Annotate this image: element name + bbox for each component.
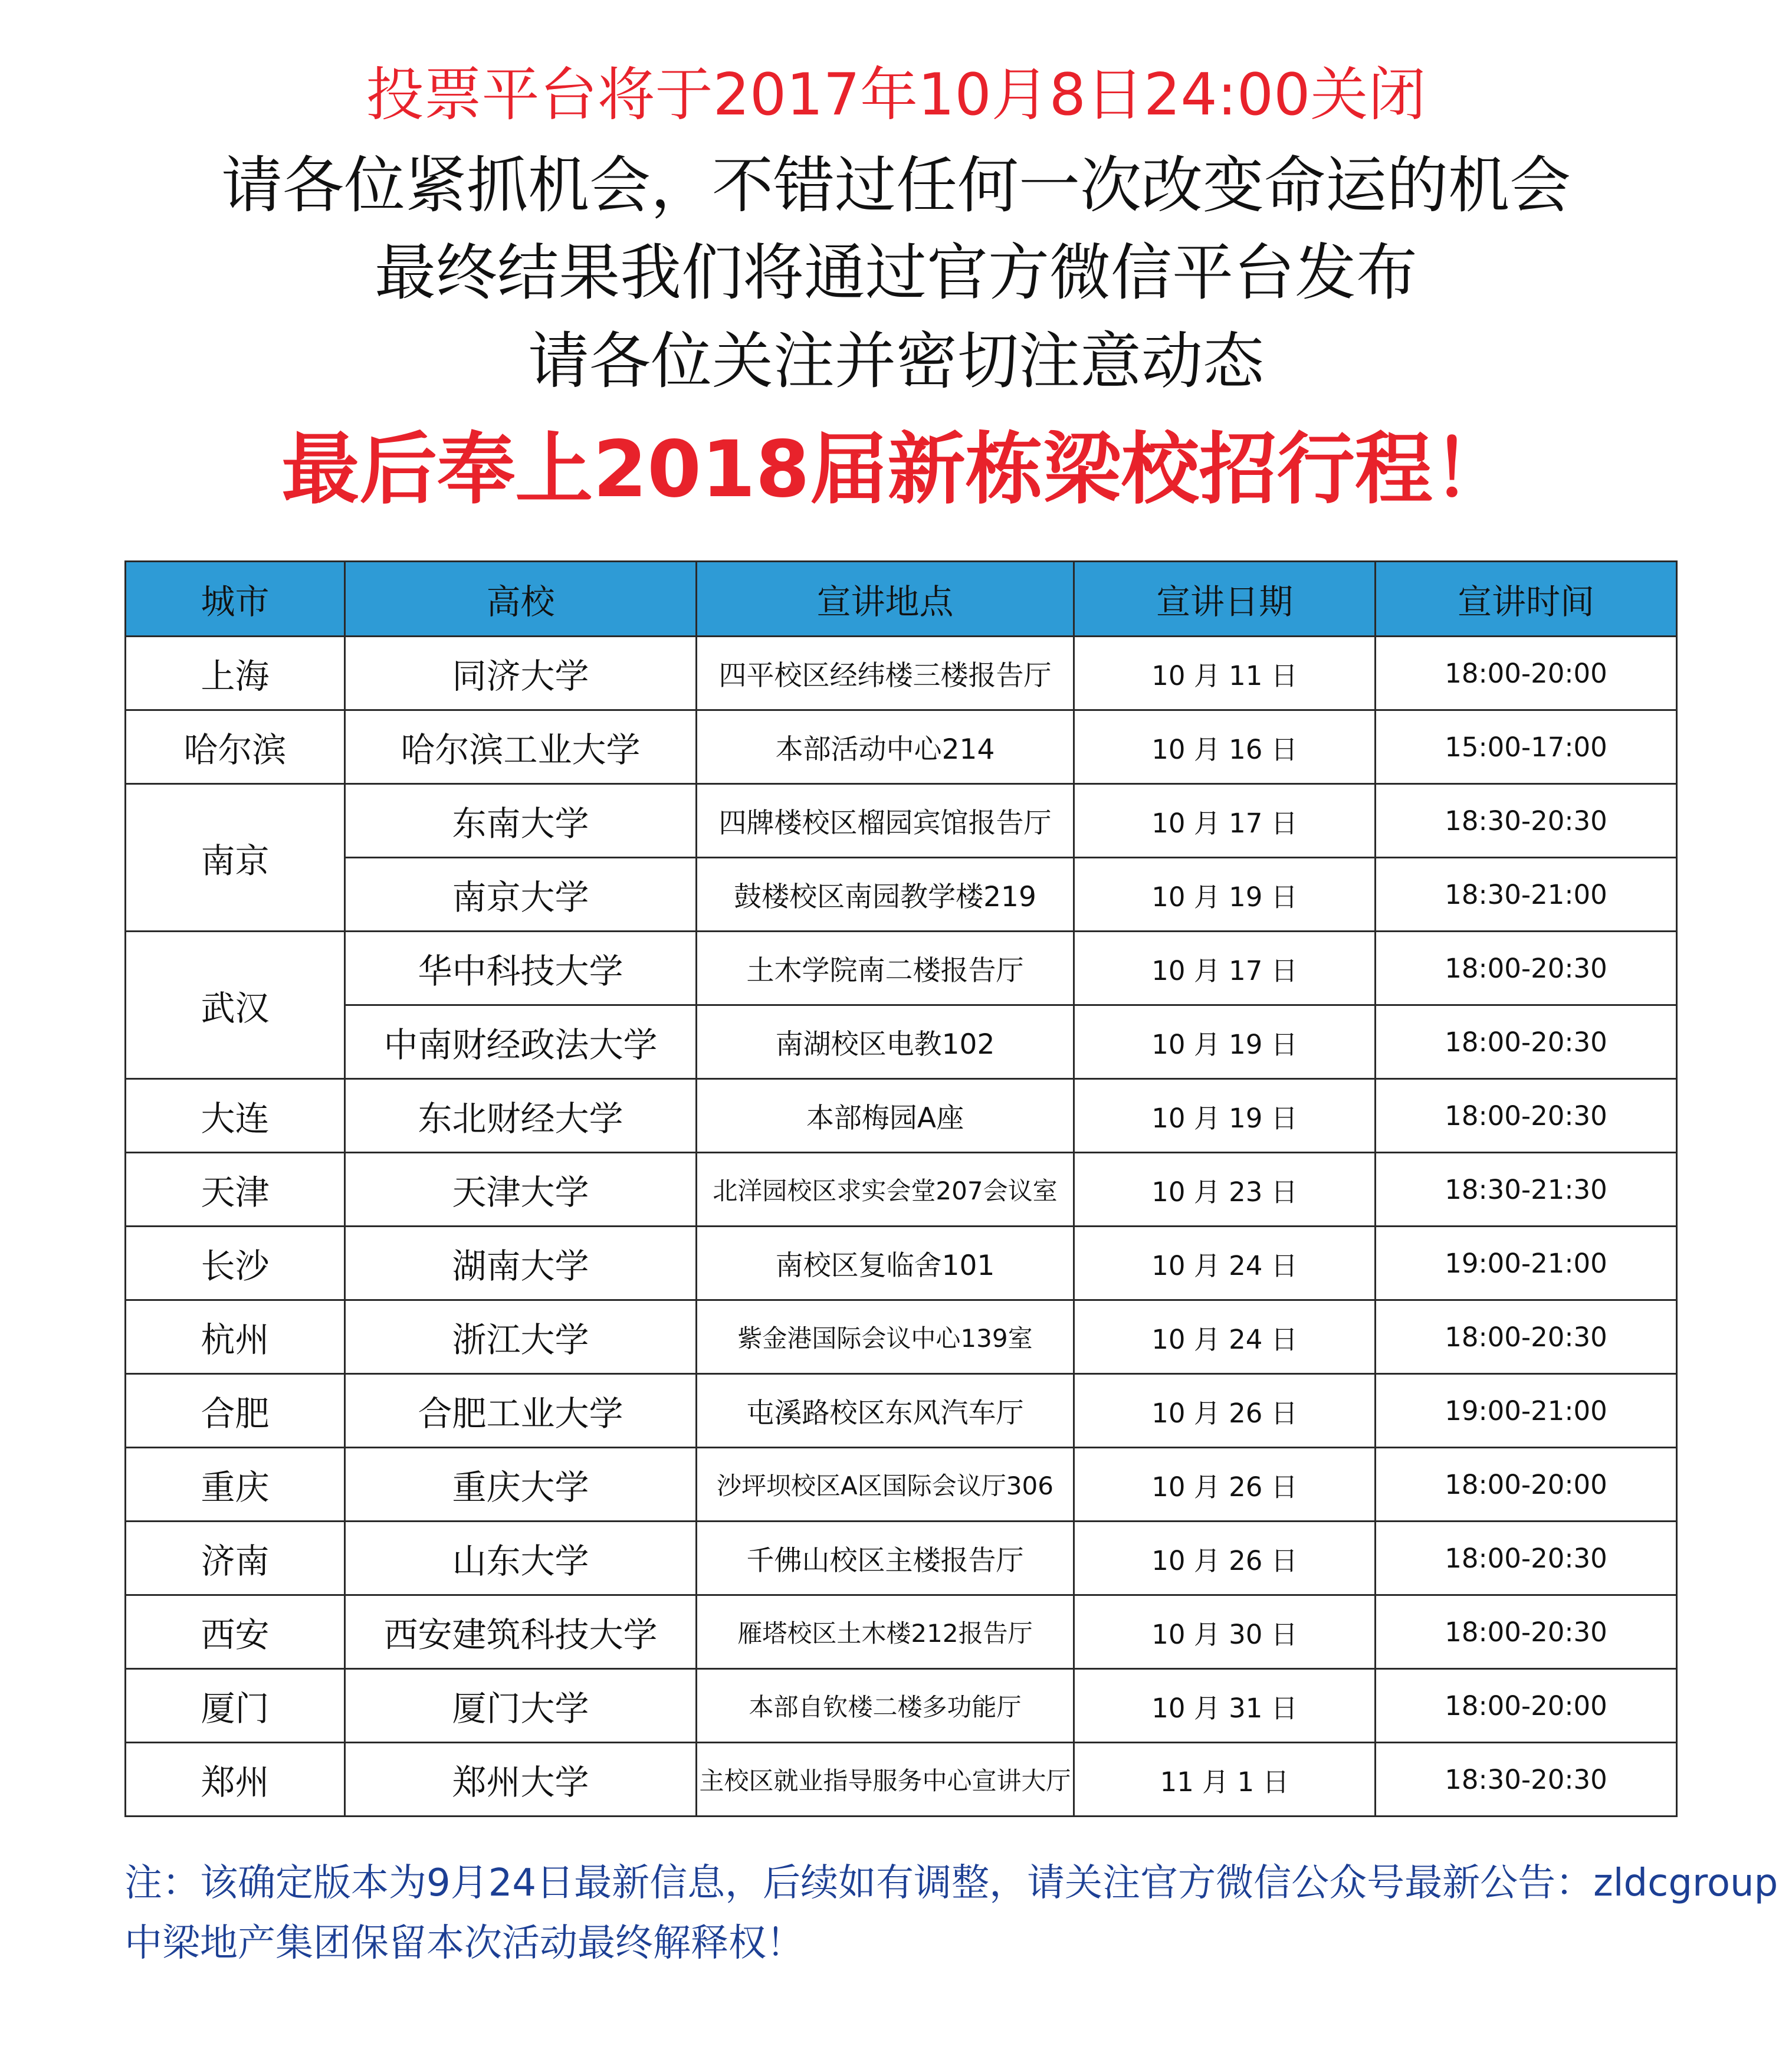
- campus-recruitment-table: [124, 560, 1678, 1817]
- table-row: [126, 710, 1677, 784]
- time-cell: 18:30-20:30: [1376, 1743, 1677, 1817]
- time-cell: 18:00-20:30: [1376, 1005, 1677, 1079]
- table-row: [126, 1522, 1677, 1595]
- table-row: [126, 1743, 1677, 1817]
- date-cell: 10 月 31 日: [1074, 1669, 1376, 1743]
- date-cell: 10 月 24 日: [1074, 1300, 1376, 1374]
- table-row: [126, 784, 1677, 858]
- city-cell: 武汉: [126, 932, 345, 1079]
- venue-cell: 四平校区经纬楼三楼报告厅: [697, 637, 1074, 710]
- venue-cell: 鼓楼校区南园教学楼219: [697, 858, 1074, 932]
- date-cell: 10 月 19 日: [1074, 858, 1376, 932]
- date-cell: 10 月 17 日: [1074, 784, 1376, 858]
- date-cell: 10 月 24 日: [1074, 1227, 1376, 1300]
- venue-cell: 南湖校区电教102: [697, 1005, 1074, 1079]
- venue-cell: 北洋园校区求实会堂207会议室: [697, 1153, 1074, 1227]
- table-row: [126, 1669, 1677, 1743]
- venue-cell: 千佛山校区主楼报告厅: [697, 1522, 1074, 1595]
- school-cell: 山东大学: [345, 1522, 697, 1595]
- table-row: [126, 1448, 1677, 1522]
- time-cell: 18:30-21:30: [1376, 1153, 1677, 1227]
- date-cell: 10 月 26 日: [1074, 1522, 1376, 1595]
- time-cell: 19:00-21:00: [1376, 1227, 1677, 1300]
- school-cell: 中南财经政法大学: [345, 1005, 697, 1079]
- city-cell: 济南: [126, 1522, 345, 1595]
- date-cell: 11 月 1 日: [1074, 1743, 1376, 1817]
- city-cell: 上海: [126, 637, 345, 710]
- time-cell: 18:00-20:30: [1376, 1522, 1677, 1595]
- city-cell: 天津: [126, 1153, 345, 1227]
- table-row: [126, 1005, 1677, 1079]
- school-cell: 厦门大学: [345, 1669, 697, 1743]
- venue-cell: 南校区复临舍101: [697, 1227, 1074, 1300]
- voting-close-notice: 投票平台将于2017年10月8日24:00关闭: [366, 61, 1426, 129]
- schedule-title: 最后奉上2018届新栋梁校招行程！: [281, 424, 1511, 515]
- table-row: [126, 932, 1677, 1005]
- header-city: 城市: [126, 562, 345, 637]
- result-release-message: 最终结果我们将通过官方微信平台发布: [374, 237, 1417, 309]
- venue-cell: 主校区就业指导服务中心宣讲大厅: [697, 1743, 1074, 1817]
- time-cell: 18:00-20:30: [1376, 932, 1677, 1005]
- time-cell: 19:00-21:00: [1376, 1374, 1677, 1448]
- table-row: [126, 1227, 1677, 1300]
- city-cell: 长沙: [126, 1227, 345, 1300]
- school-cell: 天津大学: [345, 1153, 697, 1227]
- city-cell: 哈尔滨: [126, 710, 345, 784]
- date-cell: 10 月 30 日: [1074, 1595, 1376, 1669]
- date-cell: 10 月 26 日: [1074, 1448, 1376, 1522]
- school-cell: 华中科技大学: [345, 932, 697, 1005]
- header-school: 高校: [345, 562, 697, 637]
- venue-cell: 四牌楼校区榴园宾馆报告厅: [697, 784, 1074, 858]
- date-cell: 10 月 26 日: [1074, 1374, 1376, 1448]
- date-cell: 10 月 19 日: [1074, 1079, 1376, 1153]
- opportunity-message: 请各位紧抓机会，不错过任何一次改变命运的机会: [221, 149, 1571, 221]
- venue-cell: 屯溪路校区东风汽车厅: [697, 1374, 1074, 1448]
- city-cell: 重庆: [126, 1448, 345, 1522]
- school-cell: 哈尔滨工业大学: [345, 710, 697, 784]
- time-cell: 18:00-20:30: [1376, 1595, 1677, 1669]
- date-cell: 10 月 17 日: [1074, 932, 1376, 1005]
- school-cell: 重庆大学: [345, 1448, 697, 1522]
- time-cell: 18:00-20:30: [1376, 1079, 1677, 1153]
- date-cell: 10 月 11 日: [1074, 637, 1376, 710]
- city-cell: 杭州: [126, 1300, 345, 1374]
- school-cell: 南京大学: [345, 858, 697, 932]
- venue-cell: 本部梅园A座: [697, 1079, 1074, 1153]
- interpretation-rights-notice: 中梁地产集团保留本次活动最终解释权！: [124, 1922, 804, 1965]
- school-cell: 湖南大学: [345, 1227, 697, 1300]
- city-cell: 合肥: [126, 1374, 345, 1448]
- school-cell: 郑州大学: [345, 1743, 697, 1817]
- header-time: 宣讲时间: [1376, 562, 1677, 637]
- time-cell: 18:00-20:00: [1376, 1669, 1677, 1743]
- venue-cell: 紫金港国际会议中心139室: [697, 1300, 1074, 1374]
- date-cell: 10 月 19 日: [1074, 1005, 1376, 1079]
- date-cell: 10 月 16 日: [1074, 710, 1376, 784]
- header-date: 宣讲日期: [1074, 562, 1376, 637]
- time-cell: 18:30-21:00: [1376, 858, 1677, 932]
- time-cell: 18:00-20:00: [1376, 1448, 1677, 1522]
- city-cell: 南京: [126, 784, 345, 932]
- table-row: [126, 637, 1677, 710]
- table-header-row: [126, 562, 1677, 637]
- follow-updates-message: 请各位关注并密切注意动态: [527, 325, 1264, 397]
- table-row: [126, 1079, 1677, 1153]
- time-cell: 18:00-20:30: [1376, 1300, 1677, 1374]
- city-cell: 西安: [126, 1595, 345, 1669]
- venue-cell: 土木学院南二楼报告厅: [697, 932, 1074, 1005]
- city-cell: 厦门: [126, 1669, 345, 1743]
- school-cell: 合肥工业大学: [345, 1374, 697, 1448]
- city-cell: 郑州: [126, 1743, 345, 1817]
- table-row: [126, 1153, 1677, 1227]
- header-venue: 宣讲地点: [697, 562, 1074, 637]
- venue-cell: 雁塔校区土木楼212报告厅: [697, 1595, 1074, 1669]
- venue-cell: 本部自钦楼二楼多功能厅: [697, 1669, 1074, 1743]
- table-row: [126, 1300, 1677, 1374]
- school-cell: 西安建筑科技大学: [345, 1595, 697, 1669]
- update-notice: 注：该确定版本为9月24日最新信息，后续如有调整，请关注官方微信公众号最新公告：zldcgroup: [124, 1861, 1778, 1905]
- table-row: [126, 1595, 1677, 1669]
- school-cell: 同济大学: [345, 637, 697, 710]
- venue-cell: 本部活动中心214: [697, 710, 1074, 784]
- table-row: [126, 858, 1677, 932]
- school-cell: 东北财经大学: [345, 1079, 697, 1153]
- time-cell: 18:00-20:00: [1376, 637, 1677, 710]
- school-cell: 浙江大学: [345, 1300, 697, 1374]
- table-row: [126, 1374, 1677, 1448]
- city-cell: 大连: [126, 1079, 345, 1153]
- time-cell: 18:30-20:30: [1376, 784, 1677, 858]
- time-cell: 15:00-17:00: [1376, 710, 1677, 784]
- venue-cell: 沙坪坝校区A区国际会议厅306: [697, 1448, 1074, 1522]
- date-cell: 10 月 23 日: [1074, 1153, 1376, 1227]
- school-cell: 东南大学: [345, 784, 697, 858]
